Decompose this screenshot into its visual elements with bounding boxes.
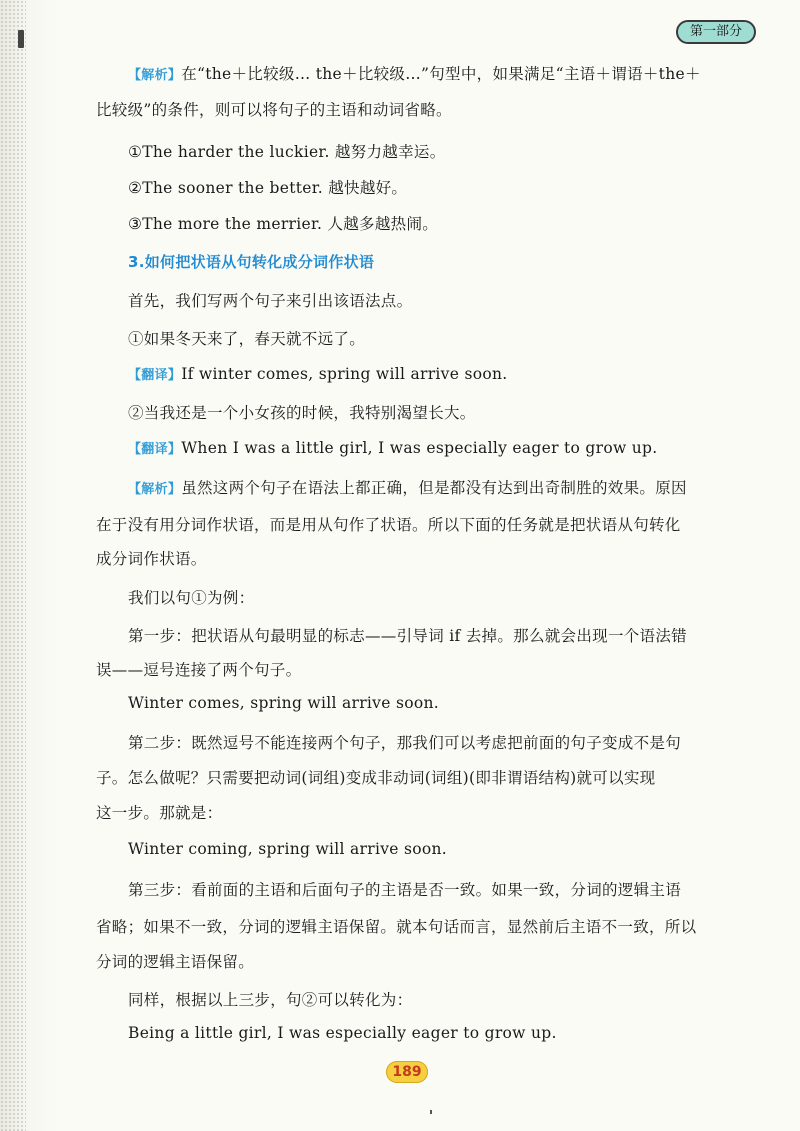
label-tag: 【解析】 — [128, 68, 182, 83]
line-text: ②当我还是一个小女孩的时候，我特别渴望长大。 — [128, 404, 476, 422]
line-text: ①The harder the luckier. 越努力越幸运。 — [128, 143, 446, 161]
line-text: ②The sooner the better. 越快越好。 — [128, 179, 408, 197]
text-line — [128, 1024, 557, 1042]
line-text: Winter comes, spring will arrive soon. — [128, 694, 439, 712]
text-line — [128, 401, 476, 423]
text-line — [128, 212, 438, 234]
line-text: 省略；如果不一致，分词的逻辑主语保留。就本句话而言，显然前后主语不一致，所以 — [96, 918, 697, 936]
section-heading: 3.如何把状语从句转化成分词作状语 — [128, 253, 375, 271]
line-text: 第三步：看前面的主语和后面句子的主语是否一致。如果一致，分词的逻辑主语 — [128, 881, 682, 899]
line-text: 成分词作状语。 — [96, 550, 207, 568]
text-line — [128, 988, 412, 1010]
line-text: 首先，我们写两个句子来引出该语法点。 — [128, 292, 413, 310]
text-line — [128, 140, 446, 162]
text-line — [96, 513, 681, 535]
label-tag: 【解析】 — [128, 482, 182, 497]
section-tag: 第一部分 — [676, 20, 756, 44]
text-line — [128, 731, 681, 753]
text-line — [128, 694, 439, 712]
line-text: 分词的逻辑主语保留。 — [96, 953, 255, 971]
line-text: If winter comes, spring will arrive soon. — [181, 365, 508, 383]
text-line — [128, 364, 507, 383]
text-line — [128, 476, 687, 498]
line-text: 同样，根据以上三步，句②可以转化为： — [128, 991, 413, 1009]
text-line — [128, 327, 365, 349]
line-text: Being a little girl, I was especially eager to grow up. — [128, 1024, 557, 1042]
line-text: 虽然这两个句子在语法上都正确，但是都没有达到出奇制胜的效果。原因 — [181, 479, 687, 497]
text-line — [96, 766, 656, 788]
line-text: 第一步：把状语从句最明显的标志——引导词 if 去掉。那么就会出现一个语法错 — [128, 627, 687, 645]
line-text: 在“the＋比较级… the＋比较级…”句型中，如果满足“主语＋谓语＋the＋ — [181, 65, 701, 83]
page-number: 189 — [386, 1061, 428, 1083]
binding-mark — [18, 30, 24, 48]
line-text: 这一步。那就是： — [96, 804, 223, 822]
line-text: ③The more the merrier. 人越多越热闹。 — [128, 215, 439, 233]
print-dot — [430, 1110, 432, 1114]
text-line — [128, 251, 374, 272]
line-text: 比较级”的条件，则可以将句子的主语和动词省略。 — [96, 101, 452, 119]
text-line — [96, 547, 207, 569]
text-line — [96, 915, 696, 937]
text-line — [128, 624, 687, 646]
line-text: ①如果冬天来了，春天就不远了。 — [128, 330, 366, 348]
binding-texture — [0, 0, 26, 1131]
line-text: 误——逗号连接了两个句子。 — [96, 661, 302, 679]
line-text: When I was a little girl, I was especially eager to grow up. — [181, 439, 658, 457]
line-text: Winter coming, spring will arrive soon. — [128, 840, 448, 858]
line-text: 子。怎么做呢？只需要把动词(词组)变成非动词(词组)(即非谓语结构)就可以实现 — [96, 769, 656, 787]
text-line — [128, 878, 681, 900]
text-line — [96, 98, 452, 120]
line-text: 在于没有用分词作状语，而是用从句作了状语。所以下面的任务就是把状语从句转化 — [96, 516, 681, 534]
line-text: 第二步：既然逗号不能连接两个句子，那我们可以考虑把前面的句子变成不是句 — [128, 734, 682, 752]
text-line — [128, 289, 412, 311]
line-text: 我们以句①为例： — [128, 589, 255, 607]
text-line — [128, 586, 254, 608]
text-line — [96, 950, 254, 972]
text-line — [128, 62, 701, 84]
text-line — [96, 658, 301, 680]
text-line — [128, 176, 407, 198]
text-line — [128, 438, 658, 457]
text-line — [96, 801, 222, 823]
label-tag: 【翻译】 — [128, 368, 182, 383]
label-tag: 【翻译】 — [128, 442, 182, 457]
text-line — [128, 840, 447, 858]
